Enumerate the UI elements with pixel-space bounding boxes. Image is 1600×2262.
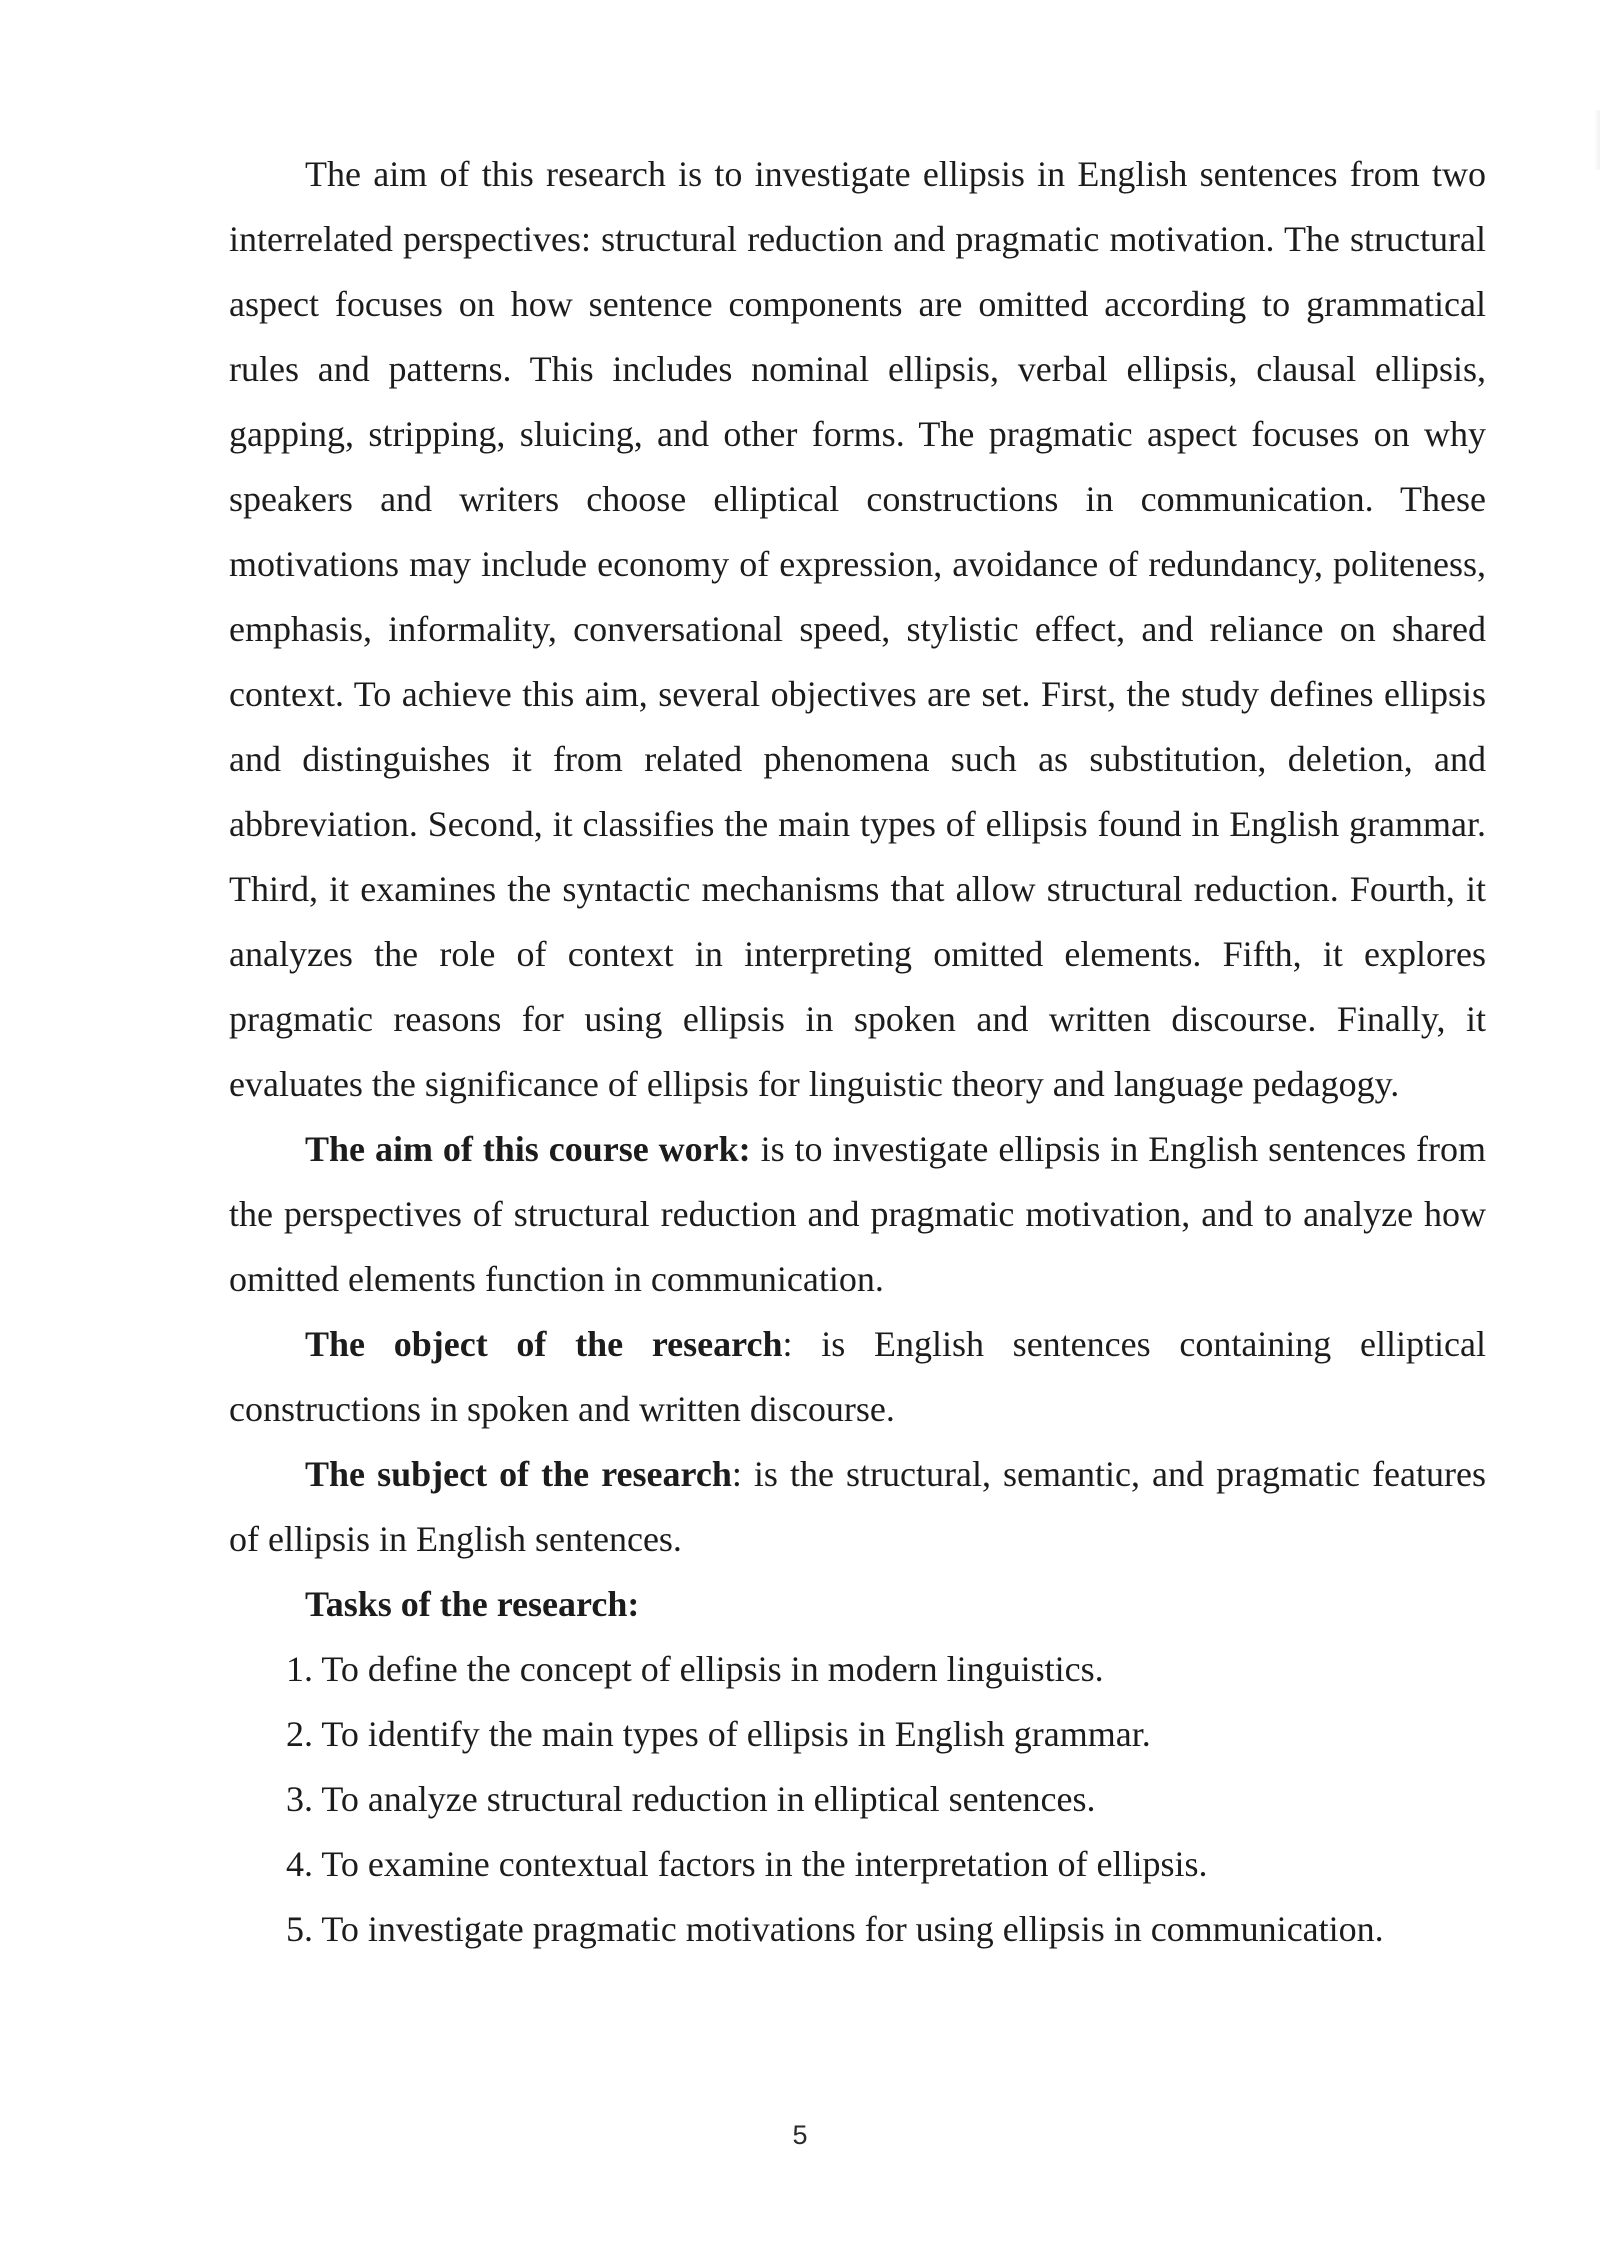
research-subject-label: The subject of the research xyxy=(305,1454,732,1494)
paragraph-research-aim xyxy=(229,142,1486,1117)
task-item: 4. To examine contextual factors in the interpretation of ellipsis. xyxy=(286,1844,1208,1884)
task-item: 3. To analyze structural reduction in elliptical sentences. xyxy=(286,1779,1096,1819)
paragraph-research-subject xyxy=(229,1442,1486,1572)
task-item: 5. To investigate pragmatic motivations for using ellipsis in communication. xyxy=(286,1909,1384,1949)
tasks-heading: Tasks of the research: xyxy=(305,1584,640,1624)
task-item: 1. To define the concept of ellipsis in modern linguistics. xyxy=(286,1649,1104,1689)
paragraph-text: The aim of this research is to investigate ellipsis in English sentences from two interrelated perspectives: structural reduction and pragmatic motivation. The structural aspect focuses on how sentence components are omitted according to grammatical rules and patterns. This includes nominal ellipsis, verbal ellipsis, clausal ellipsis, gapping, stripping, sluicing, and other forms. The pragmatic aspect focuses on why speakers and writers choose elliptical constructions in communication. These motivations may include economy of expression, avoidance of redundancy, politeness, emphasis, informality, conversational speed, stylistic effect, and reliance on shared context. To achieve this aim, several objectives are set. First, the study defines ellipsis and distinguishes it from related phenomena such as substitution, deletion, and abbreviation. Second, it classifies the main types of ellipsis found in English grammar. Third, it examines the syntactic mechanisms that allow structural reduction. Fourth, it analyzes the role of context in interpreting omitted elements. Fifth, it explores pragmatic reasons for using ellipsis in spoken and written discourse. Finally, it evaluates the significance of ellipsis for linguistic theory and language pedagogy. xyxy=(229,154,1486,1104)
paragraph-research-object xyxy=(229,1312,1486,1442)
research-object-text: : is English sentences containing elliptical constructions in spoken and written discourse. xyxy=(229,1324,1486,1429)
paragraph-course-work-aim xyxy=(229,1117,1486,1312)
page-edge-shadow xyxy=(1594,110,1600,170)
page-number: 5 xyxy=(792,2120,808,2150)
tasks-list xyxy=(229,1637,1486,1962)
task-item: 2. To identify the main types of ellipsis in English grammar. xyxy=(286,1714,1151,1754)
body-text xyxy=(229,142,1486,1962)
course-work-aim-text: is to investigate ellipsis in English sentences from the perspectives of structural reduction and pragmatic motivation, and to analyze how omitted elements function in communication. xyxy=(229,1129,1486,1299)
course-work-aim-label: The aim of this course work: xyxy=(305,1129,751,1169)
research-object-label: The object of the research xyxy=(305,1324,783,1364)
research-subject-text: : is the structural, semantic, and pragmatic features of ellipsis in English sentences. xyxy=(229,1454,1486,1559)
